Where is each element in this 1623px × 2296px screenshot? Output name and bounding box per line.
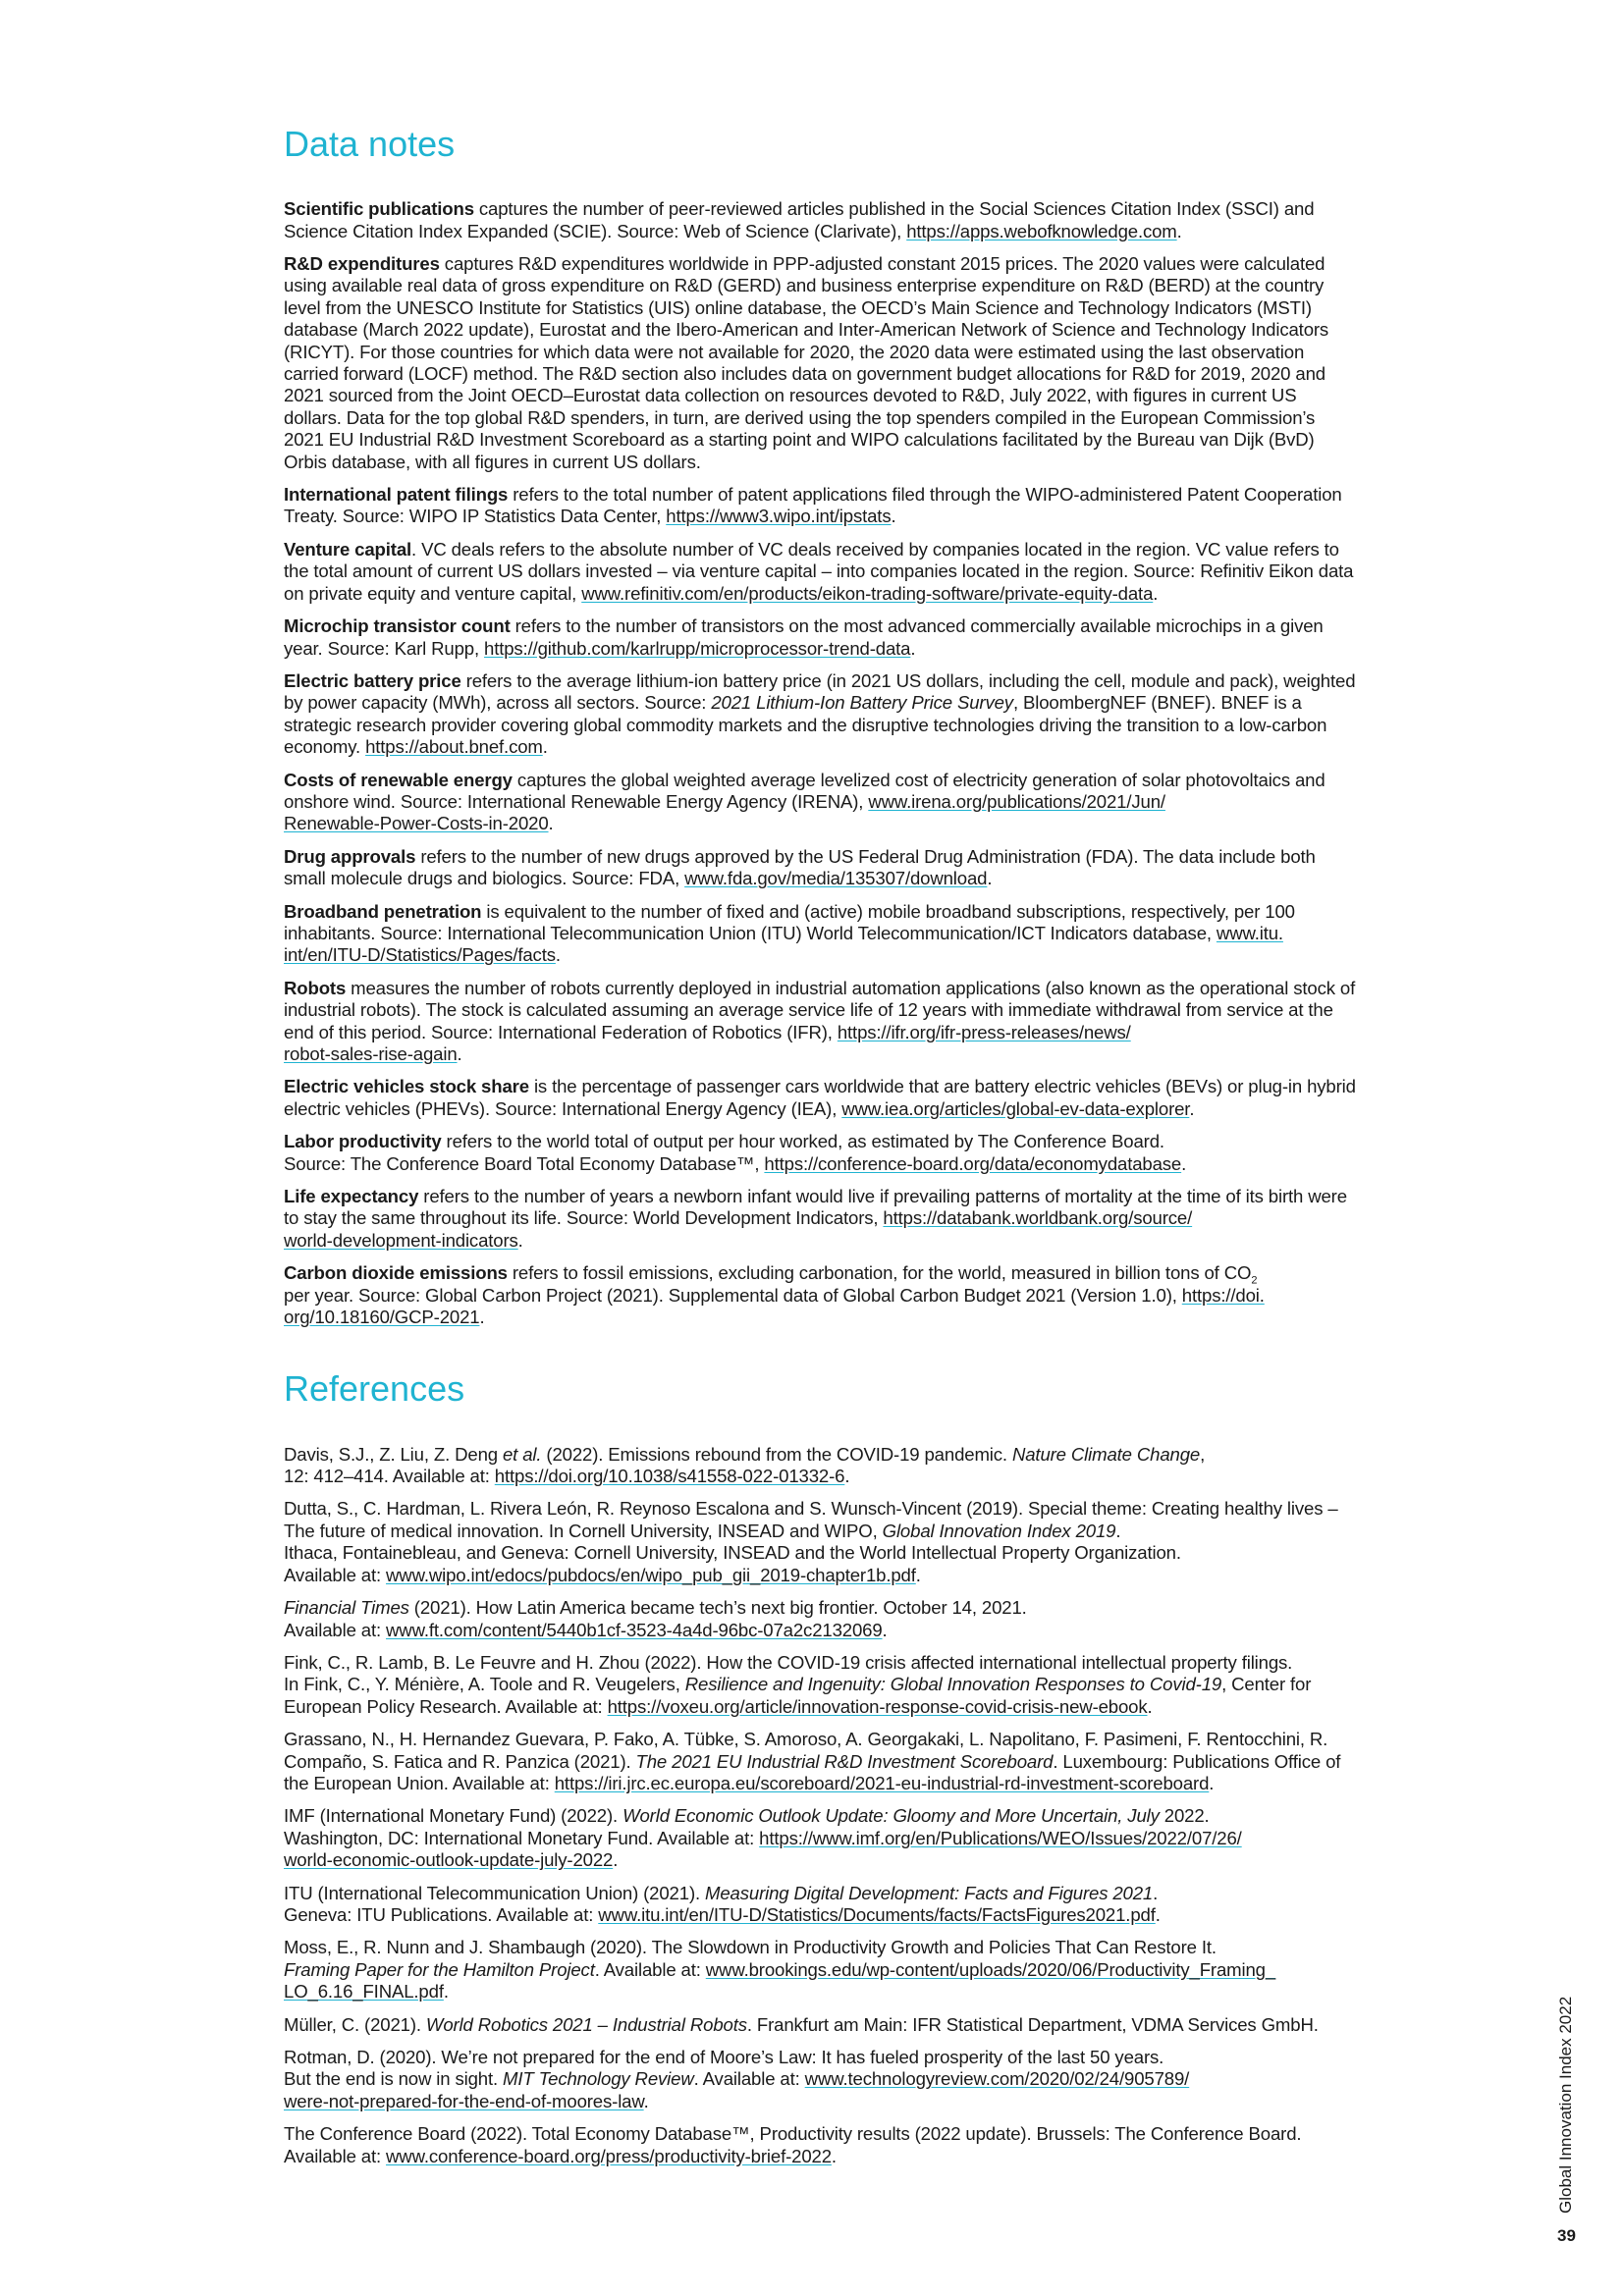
source-link[interactable]: www.conference-board.org/press/productivity-brief-2022 bbox=[386, 2145, 832, 2166]
source-link[interactable]: world-economic-outlook-update-july-2022 bbox=[284, 1849, 614, 1871]
page-number: 39 bbox=[1557, 2226, 1576, 2245]
source-link[interactable]: Renewable-Power-Costs-in-2020 bbox=[284, 813, 549, 834]
text-run: Fink, C., R. Lamb, B. Le Feuvre and H. Zhou (2022). How the COVID-19 crisis affected international intellectual property filings. bbox=[284, 1651, 1293, 1673]
data-note-entry bbox=[284, 1131, 1359, 1175]
italic-title: Global Innovation Index 2019 bbox=[882, 1520, 1116, 1541]
text-run: . bbox=[1115, 1520, 1121, 1541]
source-link[interactable]: https://www.imf.org/en/Publications/WEO/Issues/2022/07/26/ bbox=[759, 1827, 1242, 1848]
data-note-term: Labor productivity bbox=[284, 1131, 442, 1152]
reference-entry bbox=[284, 2047, 1359, 2112]
reference-entry bbox=[284, 1498, 1359, 1586]
text-run: . bbox=[479, 1307, 485, 1328]
source-link[interactable]: www.ft.com/content/5440b1cf-3523-4a4d-96bc-07a2c2132069 bbox=[386, 1619, 883, 1640]
data-note-entry bbox=[284, 901, 1359, 967]
text-run: . Available at: bbox=[594, 1958, 706, 1980]
data-note-entry bbox=[284, 253, 1359, 473]
reference-entry bbox=[284, 2014, 1359, 2036]
source-link[interactable]: www.iea.org/articles/global-ev-data-explorer bbox=[841, 1097, 1190, 1119]
text-run: . bbox=[548, 813, 554, 834]
data-note-entry bbox=[284, 670, 1359, 759]
text-run: . bbox=[1147, 1695, 1153, 1717]
text-run: The Conference Board (2022). Total Economy Database™, Productivity results (2022 update). Brussels: The Conference Board. bbox=[284, 2123, 1302, 2145]
source-link[interactable]: www.itu. bbox=[1216, 922, 1283, 943]
reference-entry bbox=[284, 1444, 1359, 1488]
italic-title: MIT Technology Review bbox=[503, 2068, 694, 2090]
data-note-term: Electric vehicles stock share bbox=[284, 1076, 529, 1097]
source-link[interactable]: https://conference-board.org/data/economydatabase bbox=[764, 1152, 1182, 1174]
text-run: Available at: bbox=[284, 1564, 387, 1585]
text-run: Müller, C. (2021). bbox=[284, 2013, 426, 2035]
text-run: . bbox=[831, 2145, 837, 2166]
source-link[interactable]: https://iri.jrc.ec.europa.eu/scoreboard/2021-eu-industrial-rd-investment-scoreboard bbox=[554, 1772, 1210, 1793]
text-run: is the percentage of passenger cars worldwide that are battery electric vehicles (BEVs) or plug-in hybrid electric vehicles (PHEVs). Source: International Energy Agency (IEA), bbox=[284, 1076, 1356, 1119]
text-run: . bbox=[882, 1619, 888, 1640]
text-run: captures R&D expenditures worldwide in PPP-adjusted constant 2015 prices. The 2020 values were calculated using available real data of gross expenditure on R&D (GERD) and business enterprise expenditure on R&D (BERD) at the country level from the UNESCO Institute for Statistics (UIS) online database, the OECD’s Main Science and Technology Indicators (MSTI) database (March 2022 update), Eurostat and the Ibero-American and Inter-American Network of Science and Technology Indicators (RICYT). For those countries for which data were not available for 2020, the 2020 data were estimated using the last observation carried forward (LOCF) method. The R&D section also includes data on government budget allocations for R&D for 2019, 2020 and 2021 sourced from the Joint OECD–Eurostat data collection on resources devoted to R&D, July 2022, with figures in current US dollars. Data for the top global R&D spenders, in turn, are derived using the top spenders compiled in the European Commission’s 2021 EU Industrial R&D Investment Scoreboard as a starting point and WIPO calculations facilitated by the Bureau van Dijk (BvD) Orbis database, with all figures in current US dollars. bbox=[284, 253, 1329, 472]
text-run: , bbox=[1200, 1443, 1206, 1465]
source-link[interactable]: https://databank.worldbank.org/source/ bbox=[883, 1207, 1193, 1229]
reference-entry bbox=[284, 1597, 1359, 1641]
text-run: . bbox=[1153, 1882, 1159, 1903]
data-note-entry bbox=[284, 978, 1359, 1066]
source-link[interactable]: int/en/ITU-D/Statistics/Pages/facts bbox=[284, 944, 556, 966]
data-note-entry bbox=[284, 846, 1359, 890]
text-run: Available at: bbox=[284, 2145, 387, 2166]
text-run: refers to the total number of patent applications filed through the WIPO-administered Patent Cooperation Treaty. Source: WIPO IP Statistics Data Center, bbox=[284, 484, 1342, 527]
italic-title: Nature Climate Change bbox=[1011, 1443, 1201, 1465]
text-run: In Fink, C., Y. Ménière, A. Toole and R. Veugelers, bbox=[284, 1674, 685, 1695]
italic-title: Resilience and Ingenuity: Global Innovation Responses to Covid-19 bbox=[684, 1674, 1222, 1695]
source-link[interactable]: www.brookings.edu/wp-content/uploads/2020/06/Productivity_Framing_ bbox=[705, 1958, 1276, 1980]
text-run: . bbox=[1209, 1772, 1215, 1793]
italic-title: Measuring Digital Development: Facts and Figures 2021 bbox=[705, 1882, 1154, 1903]
data-notes-heading: Data notes bbox=[284, 124, 456, 164]
italic-title: 2021 Lithium-Ion Battery Price Survey bbox=[711, 692, 1013, 714]
reference-entry bbox=[284, 1652, 1359, 1718]
text-run: . bbox=[915, 1564, 921, 1585]
text-run: refers to the world total of output per hour worked, as estimated by The Conference Board. bbox=[441, 1131, 1164, 1152]
text-run: refers to fossil emissions, excluding carbonation, for the world, measured in billion tons of CO bbox=[507, 1262, 1252, 1284]
text-run: (2021). How Latin America became tech’s next big frontier. October 14, 2021. bbox=[408, 1597, 1027, 1619]
text-run: . bbox=[1181, 1152, 1187, 1174]
source-link[interactable]: org/10.18160/GCP-2021 bbox=[284, 1307, 480, 1328]
text-run: Dutta, S., C. Hardman, L. Rivera León, R. Reynoso Escalona and S. Wunsch-Vincent (2019). Special theme: Creating healthy lives – The future of medical innovation. In Cornell University, INSEAD and WIPO, bbox=[284, 1498, 1338, 1541]
page-content bbox=[284, 123, 1359, 2178]
text-run: , BloombergNEF (BNEF). BNEF is a strategic research provider covering global commodity markets and the disruptive technologies driving the transition to a low-carbon economy. bbox=[284, 692, 1327, 758]
text-run: . bbox=[1189, 1097, 1195, 1119]
reference-entry bbox=[284, 1883, 1359, 1927]
data-note-term: Broadband penetration bbox=[284, 900, 482, 922]
italic-title: Financial Times bbox=[284, 1597, 409, 1619]
references-heading: References bbox=[284, 1368, 465, 1410]
text-run: , Center for European Policy Research. Available at: bbox=[284, 1674, 1312, 1717]
text-run: Davis, S.J., Z. Liu, Z. Deng bbox=[284, 1443, 503, 1465]
text-run: per year. Source: Global Carbon Project (2021). Supplemental data of Global Carbon Budget 2021 (Version 1.0), bbox=[284, 1284, 1182, 1306]
data-note-entry bbox=[284, 1076, 1359, 1120]
text-run: . bbox=[643, 2090, 649, 2111]
text-run: . bbox=[1153, 582, 1159, 604]
text-run: . bbox=[844, 1466, 850, 1487]
source-link[interactable]: www.irena.org/publications/2021/Jun/ bbox=[868, 790, 1165, 812]
text-run: . bbox=[517, 1229, 523, 1251]
text-run: IMF (International Monetary Fund) (2022). bbox=[284, 1805, 623, 1827]
data-note-entry bbox=[284, 484, 1359, 528]
text-run: . bbox=[457, 1043, 462, 1064]
data-note-term: Carbon dioxide emissions bbox=[284, 1262, 508, 1284]
text-run: But the end is now in sight. bbox=[284, 2068, 504, 2090]
text-run: . bbox=[1176, 220, 1182, 241]
data-note-entry bbox=[284, 539, 1359, 605]
text-run: Rotman, D. (2020). We’re not prepared for the end of Moore’s Law: It has fueled prosperity of the last 50 years. bbox=[284, 2047, 1164, 2067]
source-link[interactable]: https://apps.webofknowledge.com bbox=[906, 220, 1177, 241]
text-run: 12: 412–414. Available at: bbox=[284, 1466, 495, 1487]
source-link[interactable]: www.wipo.int/edocs/pubdocs/en/wipo_pub_gii_2019-chapter1b.pdf bbox=[386, 1564, 916, 1585]
source-link[interactable]: robot-sales-rise-again bbox=[284, 1043, 458, 1064]
source-link[interactable]: https://doi.org/10.1038/s41558-022-01332-6 bbox=[494, 1466, 845, 1487]
italic-title: The 2021 EU Industrial R&D Investment Scoreboard bbox=[635, 1750, 1054, 1772]
source-link[interactable]: LO_6.16_FINAL.pdf bbox=[284, 1981, 444, 2002]
text-run: 2022. bbox=[1159, 1805, 1210, 1827]
text-run: (2022). Emissions rebound from the COVID-19 pandemic. bbox=[541, 1443, 1012, 1465]
data-note-term: Electric battery price bbox=[284, 669, 461, 691]
source-link[interactable]: www.fda.gov/media/135307/download bbox=[684, 868, 988, 889]
source-link[interactable]: https://www3.wipo.int/ipstats bbox=[666, 506, 892, 527]
text-run: refers to the average lithium-ion battery price (in 2021 US dollars, including the cell, module and pack), weighted by power capacity (MWh), across all sectors. Source: bbox=[284, 669, 1356, 714]
text-run: . bbox=[891, 506, 896, 527]
text-run: Moss, E., R. Nunn and J. Shambaugh (2020). The Slowdown in Productivity Growth and Policies That Can Restore It. bbox=[284, 1937, 1217, 1958]
source-link[interactable]: www.itu.int/en/ITU-D/Statistics/Documents/facts/FactsFigures2021.pdf bbox=[598, 1903, 1156, 1925]
text-run: . bbox=[910, 637, 916, 659]
italic-title: et al. bbox=[502, 1443, 542, 1465]
data-note-entry bbox=[284, 1186, 1359, 1252]
text-run: . bbox=[987, 868, 993, 889]
text-run: Available at: bbox=[284, 1619, 387, 1640]
data-note-term: Microchip transistor count bbox=[284, 615, 511, 637]
text-run: . bbox=[542, 736, 548, 758]
source-link[interactable]: https://github.com/karlrupp/microprocessor-trend-data bbox=[484, 637, 911, 659]
text-run: Source: The Conference Board Total Economy Database™, bbox=[284, 1152, 765, 1174]
reference-entry bbox=[284, 1729, 1359, 1794]
italic-title: Framing Paper for the Hamilton Project bbox=[284, 1958, 595, 1980]
source-link[interactable]: were-not-prepared-for-the-end-of-moores-law bbox=[284, 2090, 644, 2111]
text-run: refers to the number of transistors on the most advanced commercially available microchips in a given year. Source: Karl Rupp, bbox=[284, 615, 1324, 659]
italic-title: World Economic Outlook Update: Gloomy and More Uncertain, July bbox=[622, 1805, 1160, 1827]
data-note-term: Drug approvals bbox=[284, 845, 416, 867]
data-note-term: International patent filings bbox=[284, 484, 509, 506]
text-run: . bbox=[613, 1849, 619, 1871]
data-note-term: Scientific publications bbox=[284, 198, 474, 220]
italic-title: World Robotics 2021 – Industrial Robots bbox=[425, 2013, 747, 2035]
source-link[interactable]: https://doi. bbox=[1181, 1284, 1265, 1306]
data-note-entry bbox=[284, 770, 1359, 835]
reference-entry bbox=[284, 1937, 1359, 2002]
subscript: 2 bbox=[1251, 1274, 1258, 1287]
data-note-term: R&D expenditures bbox=[284, 253, 440, 274]
text-run: . VC deals refers to the absolute number of VC deals received by companies located in the region. VC value refers to the total amount of current US dollars invested – via venture capital – into companies located in the region. Source: Refinitiv Eikon data on private equity and venture capital, bbox=[284, 538, 1354, 604]
data-note-term: Robots bbox=[284, 977, 347, 998]
text-run: . bbox=[555, 944, 561, 966]
data-note-entry bbox=[284, 615, 1359, 660]
reference-entry bbox=[284, 2123, 1359, 2167]
source-link[interactable]: world-development-indicators bbox=[284, 1229, 518, 1251]
source-link[interactable]: https://ifr.org/ifr-press-releases/news/ bbox=[837, 1021, 1131, 1042]
text-run: Geneva: ITU Publications. Available at: bbox=[284, 1903, 599, 1925]
data-note-entry bbox=[284, 198, 1359, 242]
text-run: is equivalent to the number of fixed and (active) mobile broadband subscriptions, respectively, per 100 inhabitants. Source: International Telecommunication Union (ITU) World Telecommunication/ICT Indicators database, bbox=[284, 900, 1295, 943]
data-note-term: Costs of renewable energy bbox=[284, 769, 513, 790]
text-run: Grassano, N., H. Hernandez Guevara, P. Fako, A. Tübke, S. Amoroso, A. Georgakaki, L. Napolitano, F. Pasimeni, F. Rentocchini, R. Compaño, S. Fatica and R. Panzica (2021). bbox=[284, 1729, 1328, 1772]
text-run: . Frankfurt am Main: IFR Statistical Department, VDMA Services GmbH. bbox=[746, 2013, 1319, 2035]
text-run: refers to the number of new drugs approved by the US Federal Drug Administration (FDA). The data include both small molecule drugs and biologics. Source: FDA, bbox=[284, 845, 1316, 889]
source-link[interactable]: www.technologyreview.com/2020/02/24/905789/ bbox=[804, 2068, 1190, 2090]
text-run: Washington, DC: International Monetary Fund. Available at: bbox=[284, 1827, 760, 1848]
text-run: . bbox=[1155, 1903, 1161, 1925]
side-running-title: Global Innovation Index 2022 bbox=[1556, 1996, 1575, 2214]
source-link[interactable]: www.refinitiv.com/en/products/eikon-trading-software/private-equity-data bbox=[581, 582, 1154, 604]
text-run: measures the number of robots currently deployed in industrial automation applications (also known as the operational stock of industrial robots). The stock is calculated assuming an average service life of 12 years with immediate withdrawal from service at the end of this period. Source: International Federation of Robotics (IFR), bbox=[284, 977, 1356, 1042]
data-note-term: Life expectancy bbox=[284, 1186, 419, 1207]
reference-entry bbox=[284, 1805, 1359, 1871]
text-run: captures the number of peer-reviewed articles published in the Social Sciences Citation Index (SSCI) and Science Citation Index Expanded (SCIE). Source: Web of Science (Clarivate), bbox=[284, 198, 1315, 241]
text-run: . Available at: bbox=[693, 2068, 805, 2090]
data-notes-list bbox=[284, 198, 1359, 1328]
data-note-entry bbox=[284, 1262, 1359, 1328]
text-run: captures the global weighted average levelized cost of electricity generation of solar photovoltaics and onshore wind. Source: International Renewable Energy Agency (IRENA), bbox=[284, 769, 1325, 812]
text-run: . Luxembourg: Publications Office of the European Union. Available at: bbox=[284, 1750, 1341, 1793]
data-note-term: Venture capital bbox=[284, 538, 412, 560]
source-link[interactable]: https://about.bnef.com bbox=[365, 736, 543, 758]
source-link[interactable]: https://voxeu.org/article/innovation-response-covid-crisis-new-ebook bbox=[607, 1695, 1148, 1717]
text-run: Ithaca, Fontainebleau, and Geneva: Cornell University, INSEAD and the World Intellectual Property Organization. bbox=[284, 1542, 1181, 1564]
text-run: refers to the number of years a newborn infant would live if prevailing patterns of mortality at the time of its birth were to stay the same throughout its life. Source: World Development Indicators, bbox=[284, 1186, 1347, 1229]
text-run: . bbox=[443, 1981, 449, 2002]
references-list bbox=[284, 1444, 1359, 2167]
text-run: ITU (International Telecommunication Union) (2021). bbox=[284, 1882, 706, 1903]
